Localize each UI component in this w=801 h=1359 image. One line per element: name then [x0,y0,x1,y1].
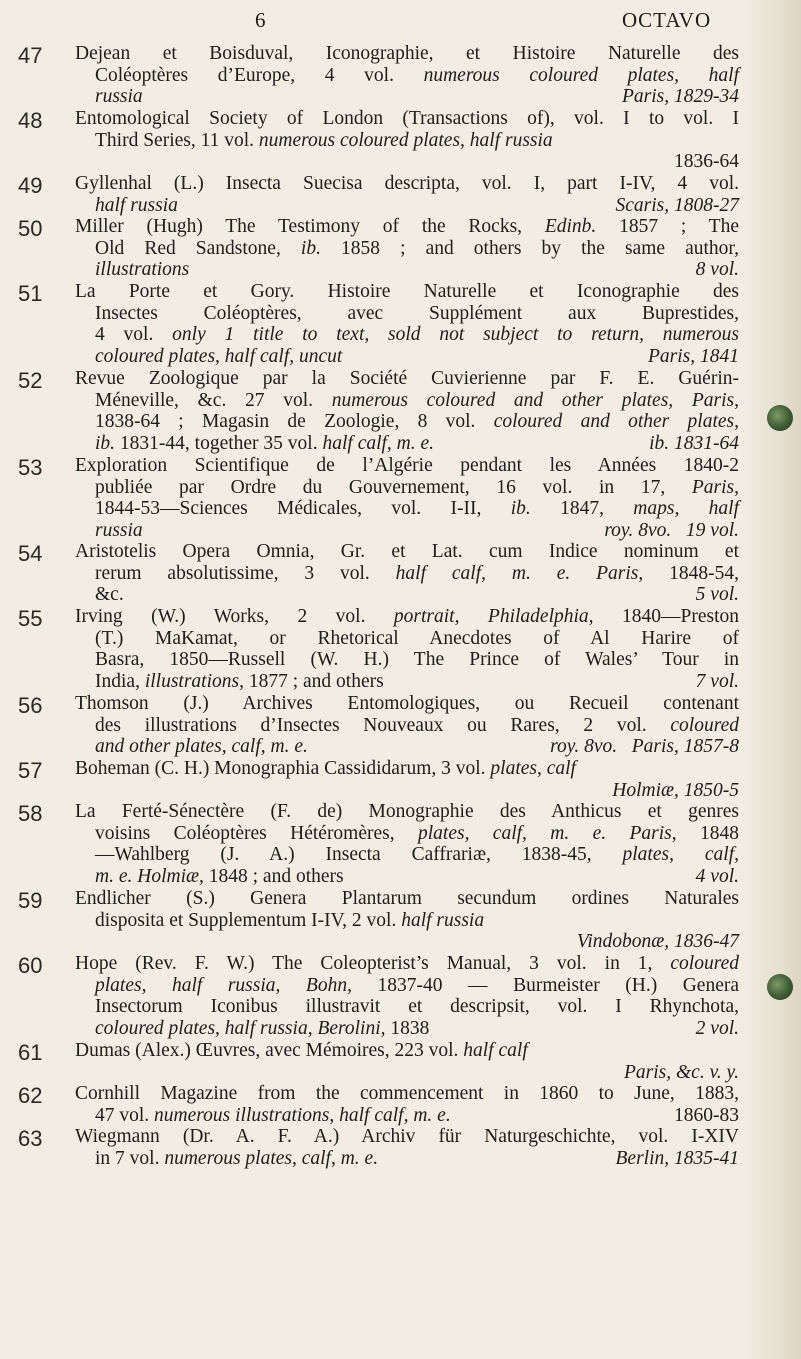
binding-hole [767,974,793,1000]
lot-entry: Endlicher (S.) Genera Plantarum secundum ordines Naturales disposita et Supplementum I-IV, 2 vol. half russia Vindobonæ, 1836-47 [75,888,739,953]
lot-number: 61 [18,1040,43,1065]
lot-entry: Exploration Scientifique de l’Algérie pendant les Années 1840-2 publiée par Ordre du Gouvernement, 16 vol. in 17, Paris, 1844-53—Sciences Médicales, vol. I-II, ib. 1847, maps, half russia roy. 8vo. 19 vol. [75,455,739,541]
lot-entry: Boheman (C. H.) Monographia Cassididarum, 3 vol. plates, calf Holmiæ, 1850-5 [75,758,739,801]
lot-entry: Thomson (J.) Archives Entomologiques, ou Recueil contenant des illustrations d’Insectes Nouveaux ou Rares, 2 vol. coloured and other plates, calf, m. e. roy. 8vo. Paris, 1857-8 [75,693,739,758]
lot-entry: La Ferté-Sénectère (F. de) Monographie des Anthicus et genres voisins Coléoptères Hétéromères, plates, calf, m. e. Paris, 1848 —Wahlberg (J. A.) Insecta Caffrariæ, 1838-45, plates, calf, m. e. Holmiæ, 1848 ; and others 4 vol. [75,801,740,887]
lot-entry: Cornhill Magazine from the commencement in 1860 to June, 1883, 47 vol. numerous illustrations, half calf, m. e. 1860-83 [75,1083,739,1126]
page-number: 6 [255,8,266,32]
lot-entry: Revue Zoologique par la Société Cuvierienne par F. E. Guérin- Méneville, &c. 27 vol. numerous coloured and other plates, Paris, 1838-64 ; Magasin de Zoologie, 8 vol. coloured and other plates, ib. 1831-44, together 35 vol. half calf, m. e. ib. 1831-64 [75,368,739,454]
page-edge-shadow [741,0,801,1359]
lot-entry: Wiegmann (Dr. A. F. A.) Archiv für Naturgeschichte, vol. I-XIV in 7 vol. numerous plates, calf, m. e. Berlin, 1835-41 [75,1126,739,1169]
lot-number: 62 [18,1083,43,1108]
lot-number: 57 [18,758,43,783]
lot-number: 51 [18,281,43,306]
page-header [0,8,801,38]
lot-number: 59 [18,888,43,913]
lot-number: 56 [18,693,43,718]
lot-number: 49 [18,173,43,198]
lot-number: 48 [18,108,43,133]
lot-number: 52 [18,368,43,393]
lot-entry: Irving (W.) Works, 2 vol. portrait, Philadelphia, 1840—Preston (T.) MaKamat, or Rhetorical Anecdotes of Al Harire of Basra, 1850—Russell (W. H.) The Prince of Wales’ Tour in India, illustrations, 1877 ; and others 7 vol. [75,606,740,692]
section-title: OCTAVO [622,8,712,32]
lot-entry: Aristotelis Opera Omnia, Gr. et Lat. cum Indice nominum et rerum absolutissime, 3 vol. half calf, m. e. Paris, 1848-54, &c. 5 vol. [75,541,739,606]
lot-number: 47 [18,43,43,68]
lot-number: 53 [18,455,43,480]
lot-entry: Miller (Hugh) The Testimony of the Rocks, Edinb. 1857 ; The Old Red Sandstone, ib. 1858 ; and others by the same author, illustrations 8 vol. [75,216,740,281]
lot-number: 58 [18,801,43,826]
lot-entry: Dumas (Alex.) Œuvres, avec Mémoires, 223 vol. half calf Paris, &c. v. y. [75,1040,739,1083]
lot-entry: Dejean et Boisduval, Iconographie, et Histoire Naturelle des Coléoptères d’Europe, 4 vol. numerous coloured plates, half russia Paris, 1829-34 [75,43,739,108]
lot-entry: Hope (Rev. F. W.) The Coleopterist’s Manual, 3 vol. in 1, coloured plates, half russia, Bohn, 1837-40 — Burmeister (H.) Genera Insectorum Iconibus illustravit et descripsit, vol. I Rhynchota, coloured plates, half russia, Berolini, 1838 2 vol. [75,953,740,1039]
lot-number: 60 [18,953,43,978]
lot-entry: Gyllenhal (L.) Insecta Suecisa descripta, vol. I, part I-IV, 4 vol. half russia Scaris, 1808-27 [75,173,739,216]
lot-entry: Entomological Society of London (Transactions of), vol. I to vol. I Third Series, 11 vol. numerous coloured plates, half russia 1836-64 [75,108,739,173]
lot-number: 54 [18,541,43,566]
lot-number: 50 [18,216,43,241]
lot-entry: La Porte et Gory. Histoire Naturelle et Iconographie des Insectes Coléoptères, avec Supplément aux Buprestides, 4 vol. only 1 title to text, sold not subject to return, numerous coloured plates, half calf, uncut Paris, 1841 [75,281,739,367]
lot-number: 55 [18,606,43,631]
lot-number: 63 [18,1126,43,1151]
binding-hole [767,405,793,431]
